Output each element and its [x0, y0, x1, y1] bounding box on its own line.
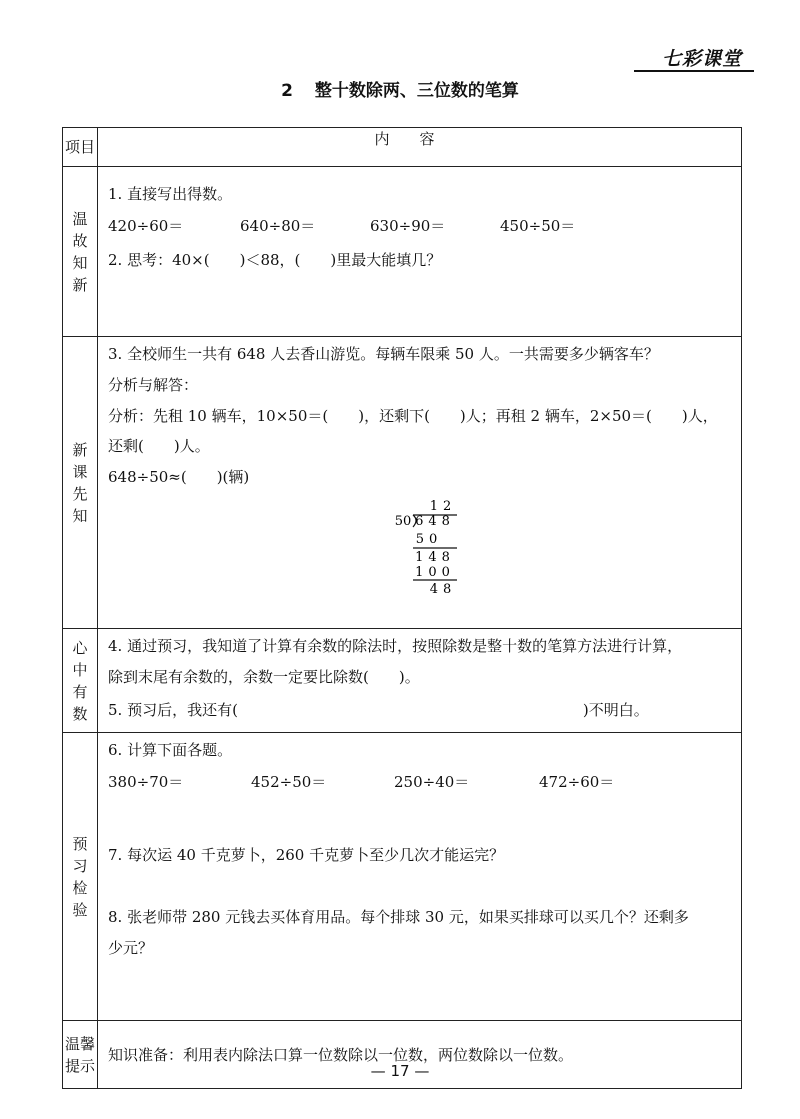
q6-expressions — [108, 771, 733, 793]
q1-expr: 630÷90＝ — [370, 217, 446, 235]
q6-expr: 452÷50＝ — [251, 773, 327, 791]
table-header-row — [63, 128, 742, 167]
question-2: 2. 思考：40×( )＜88，( )里最大能填几？ — [108, 251, 442, 269]
section-content-review — [98, 167, 742, 337]
section-thoughts — [63, 629, 742, 733]
q1-expr: 420÷60＝ — [108, 217, 184, 235]
question-4-line-1: 4. 通过预习，我知道了计算有余数的除法时，按照除数是整十数的笔算方法进行计算， — [108, 637, 683, 655]
estimate-line: 648÷50≈( )(辆) — [108, 468, 250, 486]
question-5: 5. 预习后，我还有( )不明白。 — [108, 701, 649, 719]
section-label-thoughts: 心中有数 — [63, 629, 98, 733]
section-review — [63, 167, 742, 337]
long-division — [383, 496, 473, 596]
division-step-1: 50 — [415, 532, 443, 547]
tips-text: 知识准备：利用表内除法口算一位数除以一位数，两位数除以一位数。 — [108, 1045, 574, 1064]
page-title — [0, 76, 800, 101]
page-number: — 17 — — [370, 1062, 430, 1080]
section-content-preview — [98, 337, 742, 629]
header-content: 内容 — [98, 128, 742, 167]
division-step-2: 100 — [415, 565, 455, 580]
division-dividend: 648 — [415, 514, 455, 529]
question-4-line-2: 除到末尾有余数的，余数一定要比除数( )。 — [108, 668, 420, 686]
division-divisor: 50 — [394, 514, 412, 529]
lesson-title: 整十数除两、三位数的笔算 — [314, 81, 519, 101]
division-quotient: 12 — [429, 499, 457, 514]
section-content-check — [98, 733, 742, 1021]
question-8-line-2: 少元？ — [108, 939, 154, 957]
section-content-thoughts — [98, 629, 742, 733]
division-remainder-2: 48 — [429, 582, 457, 596]
section-label-preview: 新课先知 — [63, 337, 98, 629]
brand-underline — [634, 70, 754, 72]
analysis-line-1: 分析：先租 10 辆车，10×50＝( )，还剩下( )人；再租 2 辆车，2×50＝( )人， — [108, 407, 718, 425]
section-label-review: 温故知新 — [63, 167, 98, 337]
section-check — [63, 733, 742, 1021]
question-3: 3. 全校师生一共有 648 人去香山游览。每辆车限乘 50 人。一共需要多少辆客车？ — [108, 345, 659, 363]
section-preview — [63, 337, 742, 629]
header-item: 项目 — [63, 128, 98, 167]
q1-expr: 640÷80＝ — [240, 217, 316, 235]
question-6: 6. 计算下面各题。 — [108, 741, 233, 759]
q1-expr: 450÷50＝ — [500, 217, 576, 235]
q6-expr: 380÷70＝ — [108, 773, 184, 791]
worksheet-table — [62, 127, 742, 1089]
question-1: 1. 直接写出得数。 — [108, 185, 233, 203]
section-label-tips: 温馨提示 — [63, 1021, 98, 1089]
q6-expr: 472÷60＝ — [539, 773, 615, 791]
q1-expressions — [108, 215, 733, 237]
brand-logo: 七彩课堂 — [661, 48, 742, 70]
lesson-number: 2 — [281, 81, 293, 101]
q6-expr: 250÷40＝ — [394, 773, 470, 791]
division-remainder-1: 148 — [415, 550, 455, 565]
question-8-line-1: 8. 张老师带 280 元钱去买体育用品。每个排球 30 元，如果买排球可以买几个？还剩多 — [108, 908, 689, 926]
question-7: 7. 每次运 40 千克萝卜，260 千克萝卜至少几次才能运完？ — [108, 846, 505, 864]
analysis-title: 分析与解答： — [108, 376, 199, 394]
section-label-check: 预习检验 — [63, 733, 98, 1021]
analysis-line-2: 还剩( )人。 — [108, 437, 210, 455]
